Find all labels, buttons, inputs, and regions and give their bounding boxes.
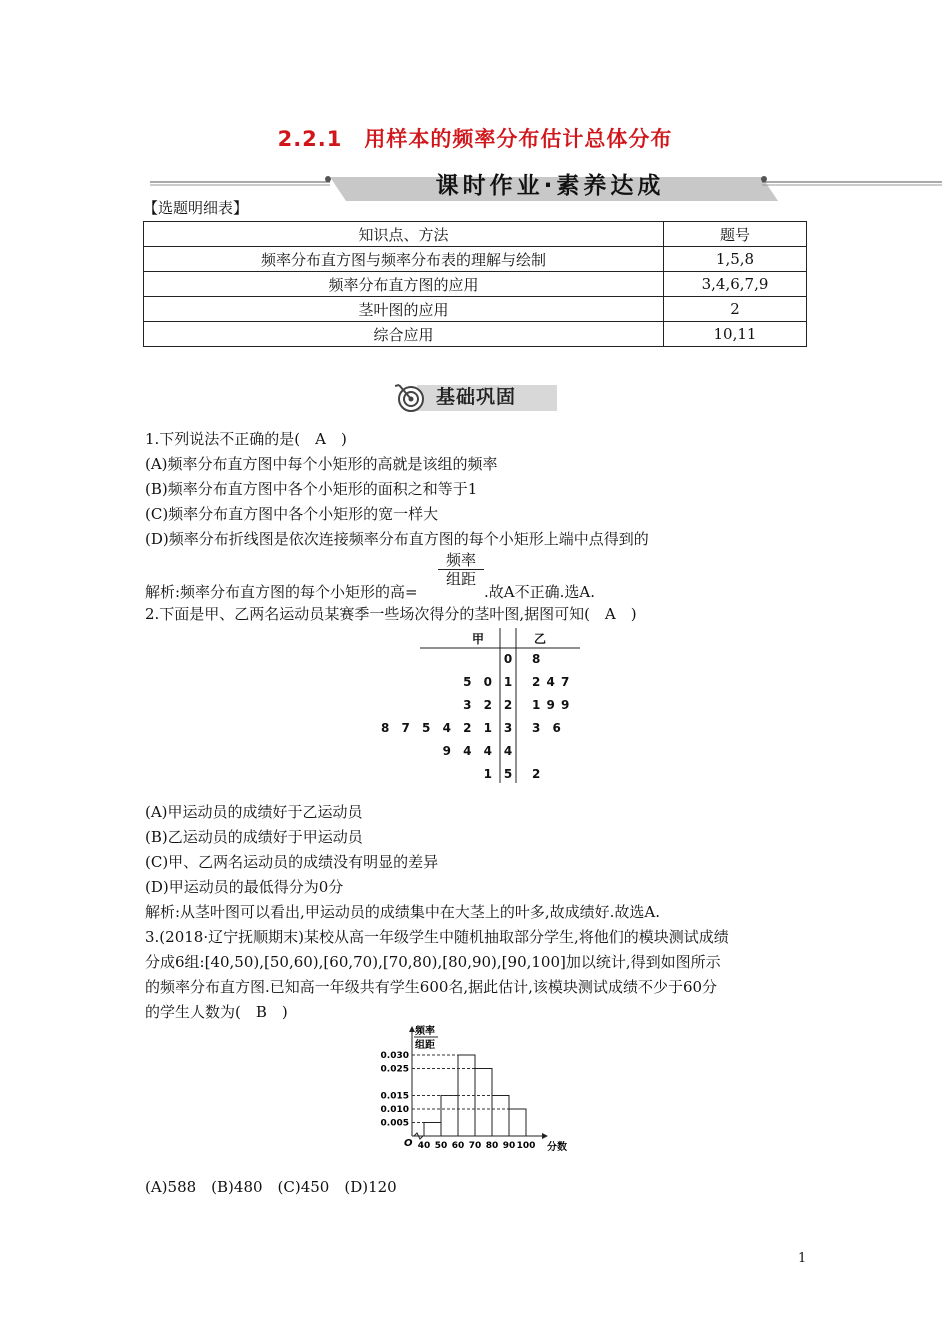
stem-leaf-stem: 2 [503, 698, 513, 712]
table-cell: 综合应用 [144, 322, 664, 347]
question-3-line: 的频率分布直方图.已知高一年级共有学生600名,据此估计,该模块测试成绩不少于60分 [145, 978, 718, 996]
table-cell: 茎叶图的应用 [144, 297, 664, 322]
stem-leaf-right-header: 乙 [534, 632, 547, 646]
stem-leaf-stem: 5 [503, 767, 513, 781]
stem-leaf-stem: 1 [503, 675, 513, 689]
x-tick-label: 100 [516, 1141, 536, 1151]
x-tick-label: 70 [468, 1141, 482, 1151]
stem-leaf-left: 8 7 5 4 2 1 [381, 721, 492, 735]
x-axis-label: 分数 [547, 1142, 567, 1153]
stem-leaf-stem: 4 [503, 744, 513, 758]
question-2-option: (B)乙运动员的成绩好于甲运动员 [145, 828, 363, 846]
x-tick-label: 50 [434, 1141, 448, 1151]
fraction-denominator: 组距 [438, 569, 484, 588]
origin-label: O [404, 1138, 413, 1149]
question-3-line: 的学生人数为( B ) [145, 1003, 288, 1021]
table-cell: 1,5,8 [664, 247, 807, 272]
table-cell: 频率分布直方图的应用 [144, 272, 664, 297]
table-cell: 10,11 [664, 322, 807, 347]
stem-leaf-left: 3 2 [463, 698, 492, 712]
stem-leaf-left: 1 [483, 767, 492, 781]
y-tick-label: 0.025 [380, 1064, 409, 1075]
x-tick-label: 90 [502, 1141, 516, 1151]
x-tick-label: 60 [451, 1141, 465, 1151]
table-row [144, 272, 807, 297]
question-1-analysis-end: .故A不正确.选A. [484, 583, 595, 601]
fraction [438, 551, 484, 588]
topic-table [143, 221, 807, 347]
table-row [144, 297, 807, 322]
stem-leaf-left-header: 甲 [472, 632, 485, 646]
histogram-bar [441, 1096, 458, 1137]
fraction-numerator: 频率 [445, 551, 476, 569]
question-2-option: (D)甲运动员的最低得分为0分 [145, 878, 344, 896]
table-cell: 频率分布直方图与频率分布表的理解与绘制 [144, 247, 664, 272]
page-title: 2.2.1 用样本的频率分布估计总体分布 [277, 127, 673, 151]
stem-leaf-stem: 3 [503, 721, 513, 735]
x-axis-arrow [542, 1133, 548, 1139]
question-1-option: (B)频率分布直方图中各个小矩形的面积之和等于1 [145, 480, 478, 498]
question-1-option: (C)频率分布直方图中各个小矩形的宽一样大 [145, 505, 439, 523]
x-tick-label: 40 [417, 1141, 431, 1151]
stem-leaf-left: 5 0 [463, 675, 492, 689]
stem-leaf-right: 1 9 9 [532, 698, 570, 712]
histogram-bar [492, 1096, 509, 1137]
question-1-stem: 1.下列说法不正确的是( A ) [145, 430, 347, 448]
y-tick-label: 0.030 [380, 1051, 409, 1061]
question-3-options: (A)588 (B)480 (C)450 (D)120 [145, 1178, 397, 1196]
table-row [144, 322, 807, 347]
stem-leaf-left: 9 4 4 [442, 744, 492, 758]
banner-title: 课时作业·素养达成 [435, 173, 665, 199]
table-header-row [144, 222, 807, 247]
table-cell: 2 [664, 297, 807, 322]
x-tick-label: 80 [485, 1141, 499, 1151]
stem-leaf-plot [380, 628, 580, 783]
question-1-analysis: 解析:频率分布直方图的每个小矩形的高= [145, 583, 418, 601]
y-axis-label-denominator: 组距 [415, 1040, 435, 1051]
table-cell: 3,4,6,7,9 [664, 272, 807, 297]
stem-leaf-right: 2 [532, 767, 541, 781]
table-header-cell: 题号 [664, 222, 807, 247]
y-tick-label: 0.010 [380, 1105, 409, 1115]
stem-leaf-right: 3 6 [532, 721, 561, 735]
table-caption: 【选题明细表】 [143, 199, 249, 217]
stem-leaf-stem: 0 [503, 652, 513, 666]
question-3-line: 分成6组:[40,50),[50,60),[60,70),[70,80),[80,90),[90,100]加以统计,得到如图所示 [145, 953, 721, 971]
histogram-bar [424, 1123, 441, 1137]
question-2-analysis: 解析:从茎叶图可以看出,甲运动员的成绩集中在大茎上的叶多,故成绩好.故选A. [145, 903, 660, 921]
y-tick-label: 0.015 [380, 1091, 409, 1102]
stem-leaf-right: 2 4 7 [532, 675, 570, 689]
page-number: 1 [798, 1251, 807, 1266]
question-1-option: (D)频率分布折线图是依次连接频率分布直方图的每个小矩形上端中点得到的 [145, 530, 649, 548]
question-3-line: 3.(2018·辽宁抚顺期末)某校从高一年级学生中随机抽取部分学生,将他们的模块测试成绩 [145, 928, 729, 946]
question-2-option: (C)甲、乙两名运动员的成绩没有明显的差异 [145, 853, 439, 871]
question-1-option: (A)频率分布直方图中每个小矩形的高就是该组的频率 [145, 455, 498, 473]
table-header-cell: 知识点、方法 [144, 222, 664, 247]
histogram-bar [475, 1069, 492, 1137]
y-tick-label: 0.005 [380, 1118, 409, 1129]
question-2-option: (A)甲运动员的成绩好于乙运动员 [145, 803, 363, 821]
y-axis-label-numerator: 频率 [415, 1026, 435, 1037]
histogram-bar [509, 1109, 526, 1136]
question-2-stem: 2.下面是甲、乙两名运动员某赛季一些场次得分的茎叶图,据图可知( A ) [145, 605, 637, 623]
stem-leaf-right: 8 [532, 652, 541, 666]
table-row [144, 247, 807, 272]
histogram-chart [370, 1024, 580, 1156]
section-title: 基础巩固 [436, 386, 517, 408]
